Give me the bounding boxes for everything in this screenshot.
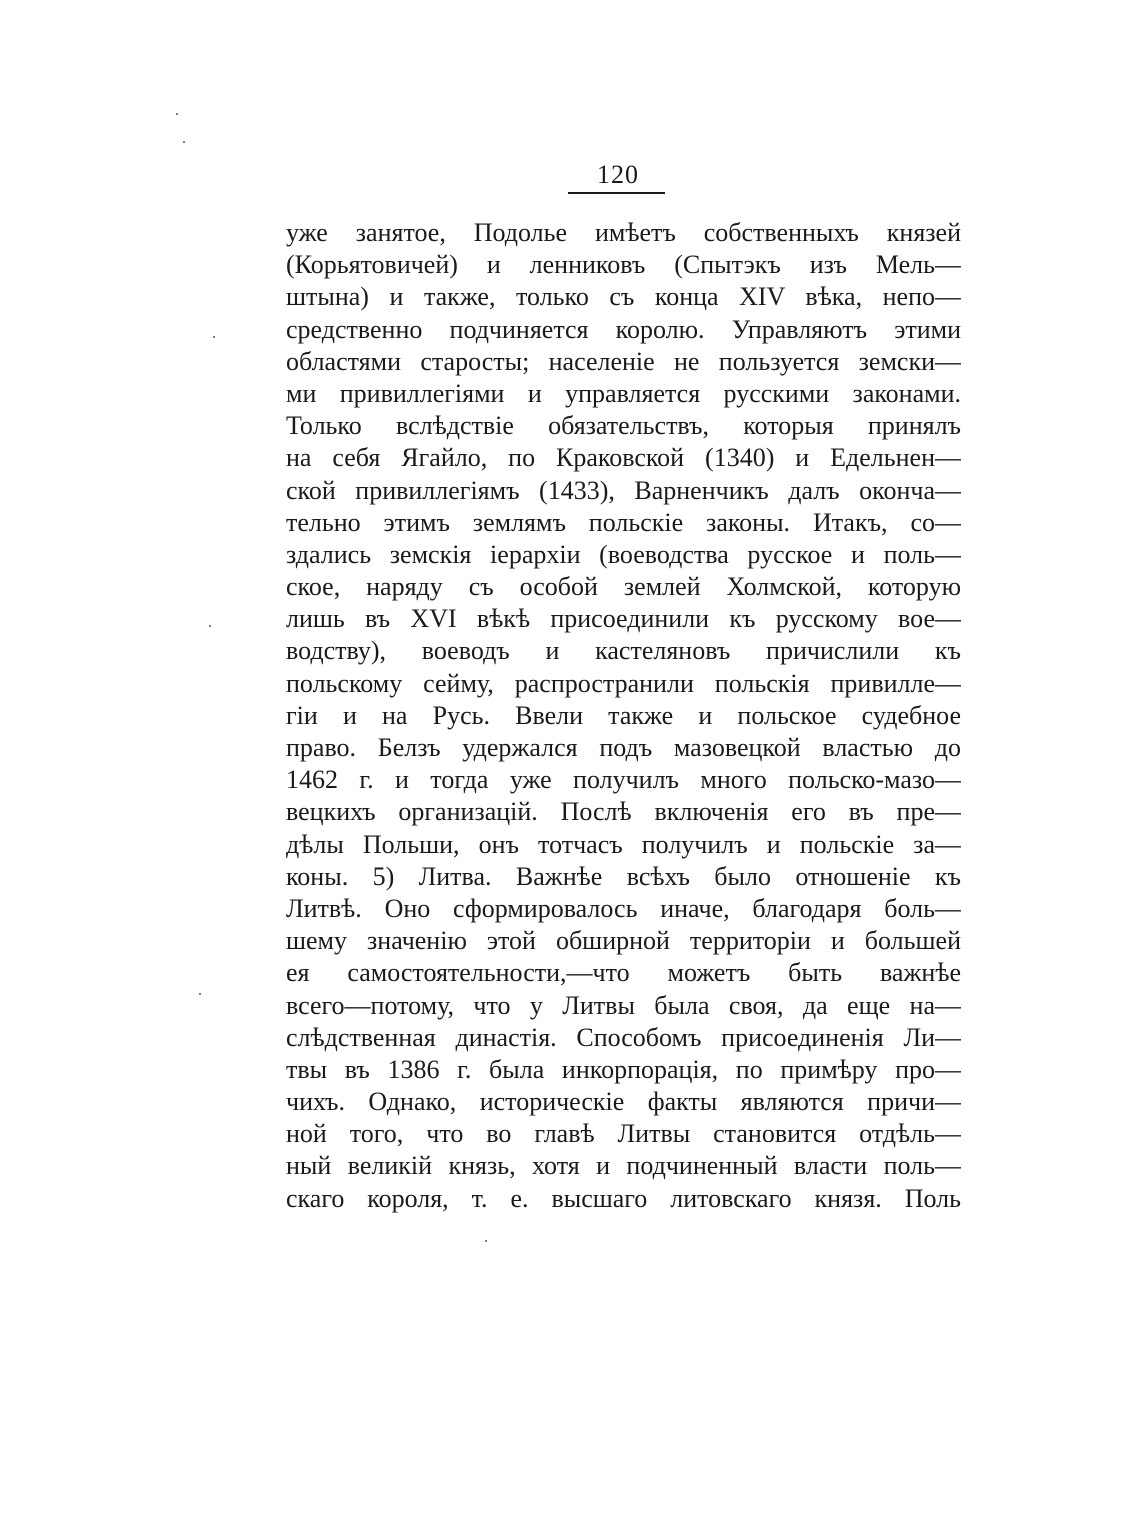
text-line: коны. 5) Литва. Важнѣе всѣхъ было отношенiе къ [286, 861, 961, 891]
page-number-rule [568, 192, 665, 194]
text-line: тельно этимъ землямъ польскiе законы. Итакъ, со— [286, 507, 961, 537]
text-line: областями старосты; населенiе не пользуется земски— [286, 346, 961, 376]
text-line: уже занятое, Подолье имѣетъ собственныхъ князей [286, 218, 961, 247]
text-line: ми привиллегiями и управляется русскими законами. [286, 378, 961, 408]
text-line: на себя Ягайло, по Краковской (1340) и Едельнен— [286, 443, 961, 473]
text-line: ское, наряду съ особой землей Холмской, которую [286, 572, 961, 602]
text-line: дѣлы Польши, онъ тотчасъ получилъ и польскiе за— [286, 829, 961, 859]
text-line: 1462 г. и тогда уже получилъ много польско-мазо— [286, 765, 961, 795]
text-line: право. Белзъ удержался подъ мазовецкой властью до [286, 733, 961, 762]
scan-speck [199, 993, 201, 995]
text-line: штына) и также, только съ конца XIV вѣка, непо— [286, 282, 961, 312]
text-line: шему значенiю этой обширной территорiи и большей [286, 926, 961, 956]
text-line: средственно подчиняется королю. Управляютъ этими [286, 314, 961, 344]
text-line: Литвѣ. Оно сформировалось иначе, благодаря боль— [286, 893, 961, 923]
text-line: Только вслѣдствiе обязательствъ, которыя принялъ [286, 411, 961, 441]
text-line: слѣдственная династiя. Способомъ присоединенiя Ли— [286, 1022, 961, 1052]
text-line: польскому сейму, распространили польскiя привилле— [286, 668, 961, 698]
text-line: вецкихъ организацiй. Послѣ включенiя его въ пре— [286, 797, 961, 827]
scan-speck [213, 336, 215, 338]
text-line: здались земскiя iерархiи (воеводства русское и поль— [286, 539, 961, 569]
text-line: ный великiй князь, хотя и подчиненный власти поль— [286, 1151, 961, 1181]
body-text [286, 217, 961, 1215]
text-line: твы въ 1386 г. была инкорпорацiя, по примѣру про— [286, 1054, 961, 1084]
text-line: чихъ. Однако, историческiе факты являются причи— [286, 1087, 961, 1117]
scan-speck [485, 1240, 487, 1242]
text-line: всего—потому, что у Литвы была своя, да еще на— [286, 990, 961, 1020]
text-line: лишь въ XVI вѣкѣ присоединили къ русскому вое— [286, 604, 961, 634]
scan-speck [183, 141, 185, 143]
text-line: ской привиллегiямъ (1433), Варненчикъ далъ оконча— [286, 475, 961, 505]
scan-speck [209, 625, 211, 627]
text-line: (Корьятовичей) и ленниковъ (Спытэкъ изъ Мель— [286, 250, 961, 280]
page-number: 120 [597, 160, 639, 189]
text-line: водству), воеводъ и кастеляновъ причислили къ [286, 636, 961, 666]
text-line: скаго короля, т. е. высшаго литовскаго князя. Поль [286, 1183, 961, 1213]
text-line: ея самостоятельности,—что можетъ быть важнѣе [286, 958, 961, 988]
scan-speck [176, 113, 178, 115]
text-line: ной того, что во главѣ Литвы становится отдѣль— [286, 1119, 961, 1149]
text-line: гiи и на Русь. Ввели также и польское судебное [286, 700, 961, 730]
